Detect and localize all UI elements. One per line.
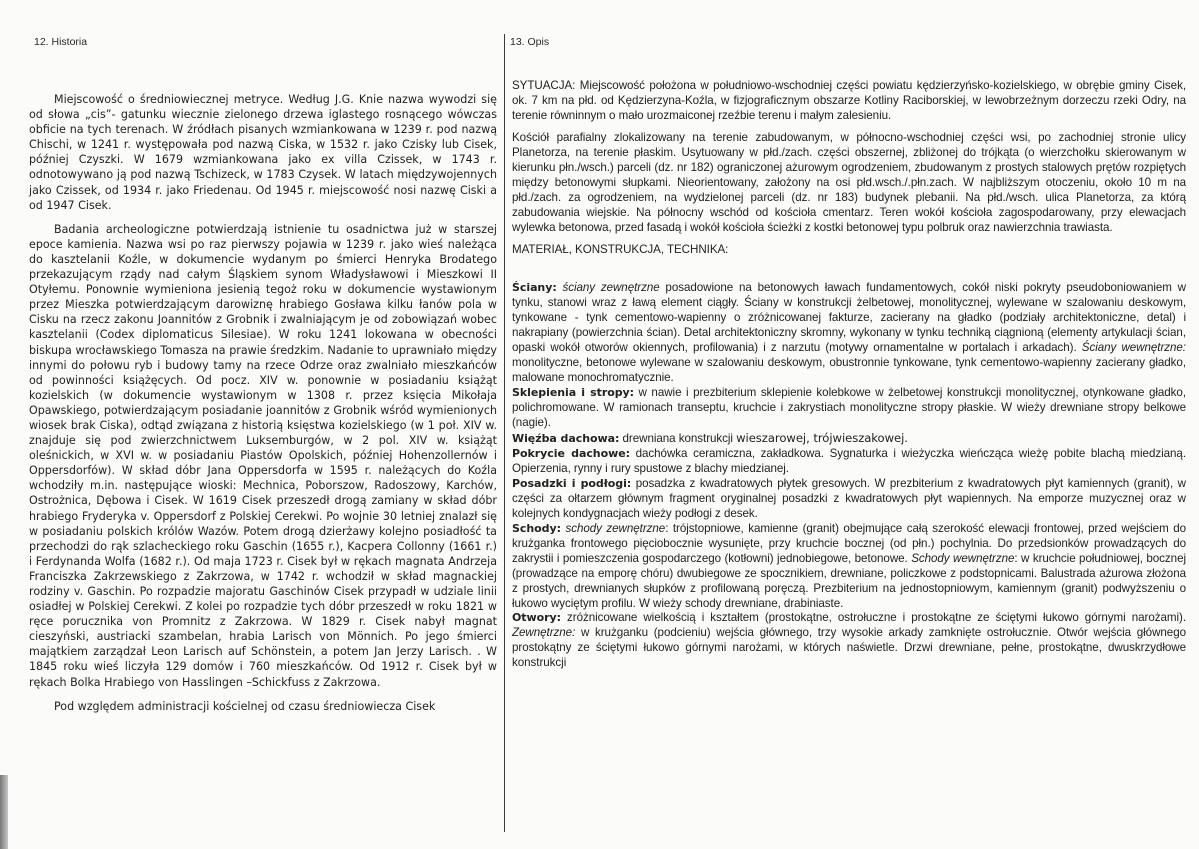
- sciany-entry: [512, 281, 1186, 386]
- schody-italic-outer: schody zewnętrzne: [565, 521, 666, 535]
- sklepienia-entry: [512, 386, 1186, 431]
- otwory-entry: [512, 611, 1186, 671]
- posadzki-text: posadzka z kwadratowych płytek gresowych. W prezbiterium z kwadratowych płyt kamiennych (granit), w części za ołtarzem głównym fragment oryginalnej posadzki z kwadratowych płyt wapiennych. Na emporze muzycznej oraz w kolejnych kondygnacjach wieży podłogi z desek.: [512, 476, 1187, 520]
- schody-entry: [512, 522, 1186, 612]
- wiezba-text-alt: wieszarowej, trójwieszakowej.: [736, 431, 908, 446]
- opis-kosciol: Kościół parafialny zlokalizowany na terenie zabudowanym, w północno-wschodniej części wsi, po zachodniej stronie ulicy Planetorza, na terenie płaskim. Usytuowany w płd./zach. części obszernej, zbliżonej do trójkąta (o wierzchołku skierowanym w kierunku płn./wsch.) parceli (dz. nr 182) ograniczonej ażurowym ogrodzeniem, zbudowanym z prostych stalowych prętów rozpiętych między betonowymi słupkami. Nieorientowany, założony na osi płd.wsch./.płn.zach. W najbliższym otoczeniu, około 10 m na płd./zach. za ogrodzeniem, na wydzielonej parceli (dz. nr 183) budynek plebanii. Na płd./wsch. ulica Planetorza, za którą zabudowania wiejskie. Na północny wschód od kościoła cmentarz. Teren wokół kościoła zagospodarowany, przy elewacjach wylewka betonowa, przed fasadą i wokół kościoła ścieżki z kostki betonowej typu polbruk oraz nawierzchnia trawiasta.: [512, 130, 1186, 234]
- otwory-text-intro: zróżnicowane wielkością i kształtem (prostokątne, ostrołuczne i prostokątne ze ściętymi łukowo górnymi narożami).: [560, 611, 1186, 625]
- sciany-italic-inner: Ściany wewnętrzne:: [1081, 341, 1186, 355]
- column-divider: [504, 34, 505, 832]
- pokrycie-label: Pokrycie dachowe:: [512, 446, 630, 460]
- historia-paragraph-history: Badania archeologiczne potwierdzają istnienie tu osadnictwa już w starszej epoce kamienia. Nazwa wsi po raz pierwszy pojawia w 1239 r. jako wieś należąca do kasztelanii Koźle, w dokumencie wydanym po śmierci Henryka Brodatego przekazującym rządy nad całym Śląskiem synom Władysławowi i Mieszkowi II Otyłemu. Ponownie wymieniona jesienią tegoż roku w dokumencie wystawionym przez Mieszka potwierdzającym darowiznę hrabiego Gosława kilku łanów pola w Cisku na rzecz zakonu Joannitów z Grobnik i zwalniającym je od zobowiązań wobec kasztelanii (Codex diplomaticus Silesiae). W roku 1241 lokowana w obecności biskupa wrocławskiego Tomasza na prawie średzkim. Nadanie to uprawniało między innymi do połowu ryb i budowy tamy na rzece Odrze oraz zwalniało mieszkańców od powinności książęcych. Od pocz. XIV w. ponownie w posiadaniu książąt kozielskich (w dokumencie wystawionym w 1308 r. przez księcia Mikołaja Opawskiego, potwierdzającym posiadanie joannitów z Grobnik wśród wymienionych wiosek brak Ciska), odtąd związana z historią księstwa kozielskiego (w 1 poł. XIV w. znajduje się pod zwierzchnictwem Luksemburgów, w 2 pol. XIV w. książąt oleśnickich, w XVI w. w posiadaniu Piastów Opolskich, później Hohenzollernów i Oppersdorfów). W skład dóbr Jana Oppersdorfa w 1595 r. należących do Koźla wchodziły m.in. następujące wioski: Mechnica, Poborszow, Radoszowy, Karchów, Ostrożnica, Dębowa i Cisek. W 1619 Cisek przeszedł drogą zamiany w skład dóbr hrabiego Fryderyka v. Oppersdorf z Polskiej Cerekwi. Po wojnie 30 letniej znalazł się w posiadaniu polskich królów Wazów. Potem drogą dzierżawy kolejno posiadłość ta przechodzi do rąk szlacheckiego roku Gaschin (1655 r.), Kacpera Collonny (1661 r.) i Ferdynanda Wolfa (1682 r.). Od maja 1723 r. Cisek był w rękach magnata Andrzeja Franciszka Zakrzewskiego z Zakrzowa, w 1742 r. wchodził w skład magnackiej rodziny v. Gaschin. Po rozpadzie majoratu Gaschinów Cisek przypadł w udziale linii osiadłej w Polskiej Cerekwi. Z kolei po rozpadzie tych dóbr przeszedł w roku 1821 w ręce porucznika von Promnitz z Zakrzowa. W 1829 r. Cisek nabył magnat cieszyński, austriacki szambelan, hrabia Larisch von Mönnich. Po jego śmierci majątkiem zarządzał Leon Larisch auf Schönstein, a potem Jan Jerzy Larisch. . W 1845 roku wieś liczyła 129 domów i 760 mieszkańców. Od 1912 r. Cisek był w rękach Bolka Hrabiego von Hasslingen –Schickfuss z Zakrzowa.: [29, 222, 497, 689]
- scan-edge-shadow: [0, 775, 8, 849]
- historia-paragraph-etymology: Miejscowość o średniowiecznej metryce. Według J.G. Knie nazwa wywodzi się od słowa „cis”- gatunku wiecznie zielonego drzewa iglastego rosnącego wówczas obficie na tych terenach. W źródłach pisanych wzmiankowana w 1239 r. pod nazwą Chischi, w 1241 r. występowała pod nazwą Ciska, w 1532 r. jako Czisky lub Cisek, później Czyszki. W 1679 wzmiankowana jako ex villa Czissek, w 1743 r. odnotowywano ją pod nazwą Tschizeck, w 1783 Czysek. W latach międzywojennych jako Czissek, od 1934 r. jako Friedenau. Od 1945 r. miejscowość nosi nazwę Ciski a od 1947 Cisek.: [29, 93, 497, 212]
- opis-column: [512, 79, 1186, 671]
- sciany-italic-outer: ściany zewnętrzne: [562, 281, 660, 295]
- wiezba-label: Więźba dachowa:: [512, 432, 620, 446]
- sciany-text-outer: posadowione na betonowych ławach fundamentowych, cokół niski pokryty pseudoboniowaniem w tynku, stanowi wraz z ławą element ciągły. Ściany w konstrukcji żelbetowej, monolitycznej, wylewane w szalowaniu deskowym, tynkowane - tynk cementowo-wapienny o zróżnicowanej fakturze, zacierany na gładko (podziały architektoniczne, detal) i nakrapiany (powierzchnia ścian). Detal architektoniczny skromny, wykonany w tynku techniką ciągnioną (elementy artykulacji ścian, opaski wokół otworów okiennych, profilowania) i z narzutu (motywy ornamentalne w portalach i arkadach).: [512, 281, 1186, 355]
- schody-text-inner: : w kruchcie południowej, bocznej (prowadzące na emporę chóru) dwubiegowe ze spocznikiem, drewniane, policzkowe z podstopnicami. Balustrada ażurowa złożona z prostych, drewnianych słupków z profilowaną poręczą. Prezbiterium na jednostopniowym, kamiennym (granit) podwyższeniu o łukowo wyciętym profilu. W wieży schody drewniane, drabiniaste.: [512, 551, 1186, 610]
- wiezba-entry: [512, 431, 1186, 447]
- schody-label: Schody:: [512, 521, 561, 535]
- schody-italic-inner: Schody wewnętrzne: [911, 551, 1015, 565]
- pokrycie-entry: [512, 447, 1186, 477]
- pokrycie-text: dachówka ceramiczna, zakładkowa. Sygnaturka i wieżyczka wieńcząca wieżę pobite blachą miedzianą. Opierzenia, rynny i rury spustowe z blachy miedzianej.: [512, 446, 1186, 475]
- wiezba-text: drewniana konstrukcji: [619, 432, 737, 446]
- section-header-historia: 12. Historia: [34, 36, 88, 48]
- historia-paragraph-church-admin: Pod względem administracji kościelnej od czasu średniowiecza Cisek: [54, 699, 436, 713]
- historia-column: [29, 92, 497, 723]
- schody-text-outer: : trójstopniowe, kamienne (granit) obejmujące całą szerokość elewacji frontowej, przed wejściem do krużganka frontowego pięciobocznie wysunięte, przy kruchcie bocznej (od płn.) pochylnia. Do przedsionków prowadzących do zakrystii i pomieszczenia gospodarczego (kotłowni) jednobiegowe, betonowe.: [512, 521, 1186, 565]
- otwory-italic: Zewnętrzne:: [512, 626, 576, 640]
- opis-sytuacja: SYTUACJA: Miejscowość położona w południowo-wschodniej części powiatu kędzierzyńsko-kozielskiego, w obrębie gminy Cisek, ok. 7 km na płd. od Kędzierzyna-Koźla, w fizjograficznym obszarze Kotliny Raciborskiej, w lewobrzeżnym dorzeczu rzeki Odry, na terenie równinnym o mało urozmaiconej rzeźbie terenu i małym zalesieniu.: [512, 79, 1186, 122]
- section-header-opis: 13. Opis: [510, 36, 550, 48]
- sciany-label: Ściany:: [512, 281, 557, 295]
- otwory-label: Otwory:: [512, 611, 561, 625]
- otwory-text-detail: w krużganku (podcieniu) wejścia głównego, trzy wysokie arkady zamknięte ostrołucznie. Otwór wejścia głównego prostokątny ze ściętymi łukowo górnymi narożami, w których naświetle. Drzwi drewniane, pełne, prostokątne, dwuskrzydłowe konstrukcji: [512, 626, 1186, 670]
- posadzki-label: Posadzki i podłogi:: [512, 476, 632, 490]
- sklepienia-text: w nawie i prezbiterium sklepienie kolebkowe w żelbetowej konstrukcji monolitycznej, otynkowane gładko, polichromowane. W ramionach transeptu, kruchcie i zakrystiach monolityczne stropy płaskie. W wieży drewniane stropy belkowe (nagie).: [512, 386, 1187, 430]
- material-heading: MATERIAŁ, KONSTRUKCJA, TECHNIKA:: [512, 242, 729, 256]
- sciany-text-inner: monolityczne, betonowe wylewane w szalowaniu deskowym, obustronnie tynkowane, tynk cementowo-wapienny zacierany gładko, malowane monochromatycznie.: [512, 356, 1186, 385]
- posadzki-entry: [512, 477, 1186, 522]
- sklepienia-label: Sklepienia i stropy:: [512, 386, 635, 400]
